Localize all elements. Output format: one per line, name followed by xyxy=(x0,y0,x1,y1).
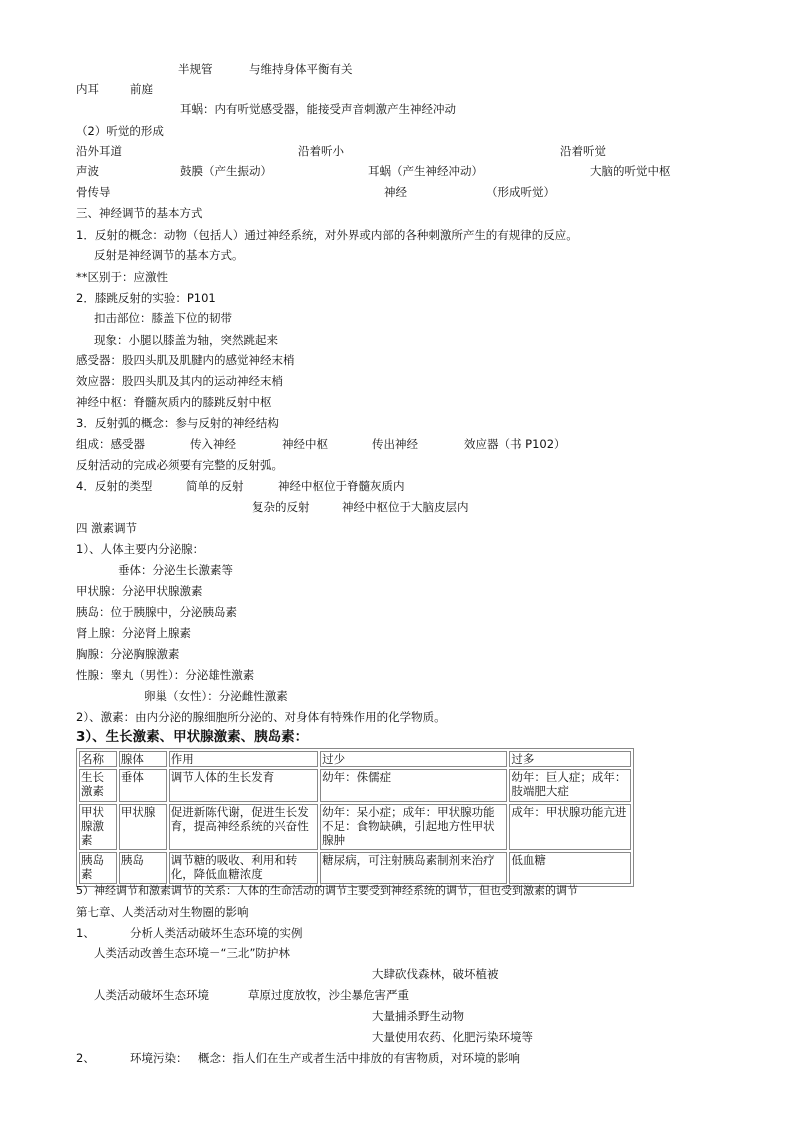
text-line: 骨传导 xyxy=(76,185,111,199)
table-header-cell: 腺体 xyxy=(119,751,167,767)
text-line: 神经中枢：脊髓灰质内的膝跳反射中枢 xyxy=(76,395,272,409)
text-line: 反射是神经调节的基本方式。 xyxy=(94,248,244,262)
text-line: 2、 xyxy=(76,1051,95,1065)
text-line: 沿着听小 xyxy=(298,144,344,158)
text-line: （2）听觉的形成 xyxy=(76,124,164,138)
text-line: 神经 xyxy=(384,185,407,199)
text-line: 复杂的反射 xyxy=(252,500,310,514)
table-cell: 低血糖 xyxy=(509,852,631,884)
text-line: 神经中枢 xyxy=(282,437,328,451)
table-cell: 胰岛 xyxy=(119,852,167,884)
text-line: 大量捕杀野生动物 xyxy=(372,1009,464,1023)
table-header-row xyxy=(79,751,631,767)
table-cell: 幼年：呆小症；成年：甲状腺功能不足：食物缺碘，引起地方性甲状腺肿 xyxy=(320,804,507,850)
text-line: 现象：小腿以膝盖为轴，突然跳起来 xyxy=(94,333,278,347)
text-line: 耳蜗：内有听觉感受器，能接受声音刺激产生神经冲动 xyxy=(180,102,456,116)
table-row xyxy=(79,804,631,850)
table-header-cell: 作用 xyxy=(169,751,318,767)
text-line: 草原过度放牧，沙尘暴危害严重 xyxy=(248,988,409,1002)
text-line: 环境污染： xyxy=(130,1051,188,1065)
text-line: 与维持身体平衡有关 xyxy=(249,62,353,76)
hormone-table xyxy=(76,748,634,887)
text-line: 组成：感受器 xyxy=(76,437,145,451)
text-line: 1）、人体主要内分泌腺： xyxy=(76,542,205,556)
text-line: 性腺：睾丸（男性）：分泌雄性激素 xyxy=(76,668,255,682)
text-line: 甲状腺：分泌甲状腺激素 xyxy=(76,584,203,598)
table-cell: 糖尿病，可注射胰岛素制剂来治疗 xyxy=(320,852,507,884)
text-line: 大脑的听觉中枢 xyxy=(590,164,671,178)
text-line: 传出神经 xyxy=(372,437,418,451)
table-cell: 生长激素 xyxy=(79,769,117,802)
table-cell: 促进新陈代谢，促进生长发育，提高神经系统的兴奋性 xyxy=(169,804,318,850)
text-line: 胰岛：位于胰腺中，分泌胰岛素 xyxy=(76,605,237,619)
text-line: 反射活动的完成必须要有完整的反射弧。 xyxy=(76,458,283,472)
text-line: 声波 xyxy=(76,164,99,178)
table-cell: 幼年：侏儒症 xyxy=(320,769,507,802)
table-header-cell: 过多 xyxy=(509,751,631,767)
table-cell: 调节人体的生长发育 xyxy=(169,769,318,802)
text-line: 1、 xyxy=(76,926,95,940)
text-line: 传入神经 xyxy=(190,437,236,451)
table-cell: 甲状腺 xyxy=(119,804,167,850)
text-line: 内耳 xyxy=(76,82,99,96)
text-line: 鼓膜（产生振动） xyxy=(180,164,272,178)
text-line: 神经中枢位于大脑皮层内 xyxy=(342,500,469,514)
text-line: 3．反射弧的概念：参与反射的神经结构 xyxy=(76,416,279,430)
text-line: 半规管 xyxy=(178,62,213,76)
text-line: 5）神经调节和激素调节的关系：人体的生命活动的调节主要受到神经系统的调节，但也受到激素的调节 xyxy=(76,884,578,897)
section-heading: 三、神经调节的基本方式 xyxy=(76,206,203,220)
text-line: 垂体：分泌生长激素等 xyxy=(118,563,233,577)
text-line: 感受器：股四头肌及肌腱内的感觉神经末梢 xyxy=(76,353,295,367)
text-line: 大量使用农药、化肥污染环境等 xyxy=(372,1030,533,1044)
text-line: 肾上腺：分泌肾上腺素 xyxy=(76,626,191,640)
text-line: 分析人类活动破坏生态环境的实例 xyxy=(130,926,303,940)
text-line: 人类活动破坏生态环境 xyxy=(94,988,209,1002)
section-heading: 四 激素调节 xyxy=(76,521,138,535)
table-cell: 垂体 xyxy=(119,769,167,802)
text-line: 概念：指人们在生产或者生活中排放的有害物质，对环境的影响 xyxy=(198,1051,520,1065)
text-line: 卵巢（女性）：分泌雌性激素 xyxy=(144,689,288,703)
text-line: 耳蜗（产生神经冲动） xyxy=(368,164,483,178)
text-line: 效应器（书 P102） xyxy=(464,437,566,451)
text-line: 1．反射的概念：动物（包括人）通过神经系统，对外界或内部的各种刺激所产生的有规律的反应。 xyxy=(76,228,578,242)
text-line: **区别于：应激性 xyxy=(76,270,168,284)
text-line: 效应器：股四头肌及其内的运动神经末梢 xyxy=(76,374,283,388)
text-line: 2）、激素：由内分泌的腺细胞所分泌的、对身体有特殊作用的化学物质。 xyxy=(76,710,446,724)
text-line: 简单的反射 xyxy=(186,479,244,493)
table-row xyxy=(79,852,631,884)
text-line: 前庭 xyxy=(130,82,153,96)
table-cell: 幼年：巨人症；成年：肢端肥大症 xyxy=(509,769,631,802)
table-row xyxy=(79,769,631,802)
text-line: 2．膝跳反射的实验：P101 xyxy=(76,291,216,305)
table-header-cell: 名称 xyxy=(79,751,117,767)
text-line: 沿外耳道 xyxy=(76,144,122,158)
text-line: 扣击部位：膝盖下位的韧带 xyxy=(94,311,232,325)
subsection-heading: 3）、生长激素、甲状腺激素、胰岛素： xyxy=(76,729,309,745)
text-line: 神经中枢位于脊髓灰质内 xyxy=(278,479,405,493)
text-line: 4．反射的类型 xyxy=(76,479,153,493)
table-header-cell: 过少 xyxy=(320,751,507,767)
table-cell: 胰岛素 xyxy=(79,852,117,884)
table-cell: 调节糖的吸收、利用和转化，降低血糖浓度 xyxy=(169,852,318,884)
chapter-heading: 第七章、人类活动对生物圈的影响 xyxy=(76,905,249,919)
table-cell: 甲状腺激素 xyxy=(79,804,117,850)
text-line: 沿着听觉 xyxy=(560,144,606,158)
text-line: 胸腺：分泌胸腺激素 xyxy=(76,647,180,661)
text-line: 人类活动改善生态环境－“三北”防护林 xyxy=(94,946,290,960)
table-cell: 成年：甲状腺功能亢进 xyxy=(509,804,631,850)
text-line: （形成听觉） xyxy=(486,185,555,199)
text-line: 大肆砍伐森林，破坏植被 xyxy=(372,967,499,981)
